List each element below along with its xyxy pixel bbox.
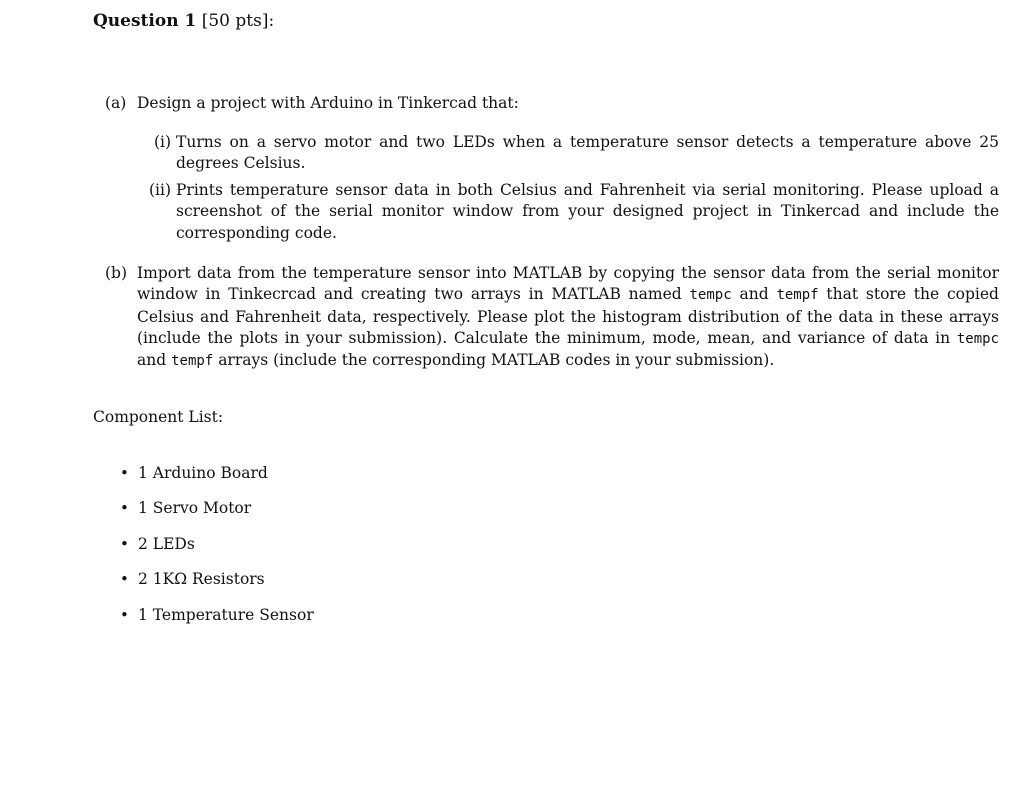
part-a <box>105 93 999 114</box>
part-b-text-2: and <box>739 285 769 304</box>
part-b-text-5: arrays (include the corresponding MATLAB codes in your submission). <box>218 351 775 370</box>
code-tempc: tempc <box>689 287 732 304</box>
question-points: [50 pts]: <box>201 11 275 31</box>
part-a-marker: (a) <box>105 94 127 112</box>
part-b-marker: (b) <box>105 264 128 282</box>
part-b-text <box>137 263 999 372</box>
code-tempf-2: tempf <box>171 353 214 370</box>
item-i-text: Turns on a servo motor and two LEDs when a temperature sensor detects a temperature above 25 degrees Celsius. <box>176 133 999 173</box>
part-b-text-3: that store the copied Celsius and Fahrenheit data, respectively. Please plot the histogram distribution of the data in these arrays (include the plots in your submission). Calculate the minimum, mode, mean, and variance of data in <box>137 285 999 347</box>
part-a-item-ii <box>145 180 999 244</box>
component-list-label: Component List: <box>93 408 224 426</box>
question-title: Question 1 <box>93 11 197 31</box>
item-i-marker: (i) <box>153 133 171 151</box>
item-ii-text: Prints temperature sensor data in both Celsius and Fahrenheit via serial monitoring. Please upload a screenshot of the serial monitor window from your designed project in Tinkercad and include the corresponding code. <box>176 181 999 242</box>
question-heading <box>93 10 274 32</box>
bullet-icon: • <box>120 464 129 482</box>
bullet-icon: • <box>120 499 129 518</box>
component-text: 1 Servo Motor <box>138 499 252 518</box>
component-text: 1 Arduino Board <box>138 464 268 482</box>
code-tempf: tempf <box>776 287 819 304</box>
item-ii-marker: (ii) <box>148 181 171 199</box>
component-text: 2 1KΩ Resistors <box>138 570 265 589</box>
bullet-icon: • <box>120 534 129 553</box>
part-a-text: Design a project with Arduino in Tinkercad that: <box>137 94 519 112</box>
part-b-text-1: Import data from the temperature sensor into MATLAB by copying the sensor data from the serial monitor window in Tinkecrcad and creating two arrays in MATLAB named <box>137 264 999 304</box>
part-b <box>105 263 999 372</box>
part-a-item-i <box>145 132 999 175</box>
bullet-icon: • <box>120 605 129 624</box>
component-text: 2 LEDs <box>138 534 195 553</box>
component-text: 1 Temperature Sensor <box>138 605 314 624</box>
code-tempc-2: tempc <box>956 330 999 347</box>
part-b-text-4: and <box>137 351 167 370</box>
bullet-icon: • <box>120 570 129 589</box>
